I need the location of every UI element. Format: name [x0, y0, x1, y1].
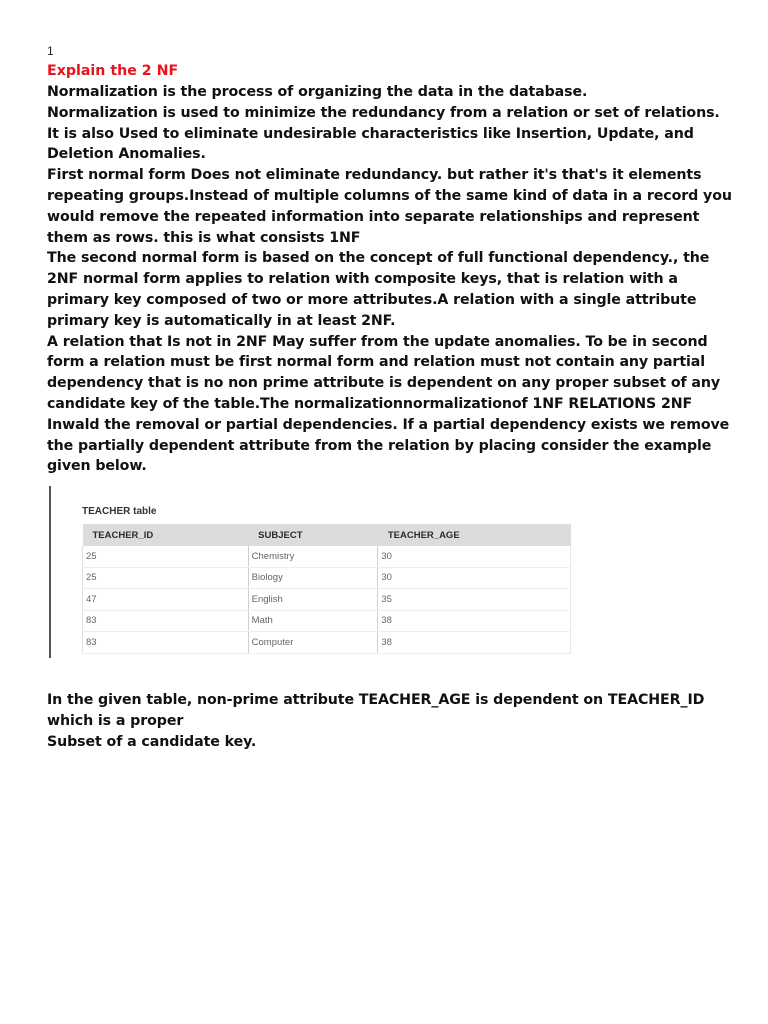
cell-teacher-age: 35	[378, 589, 571, 611]
page-number: 1	[47, 44, 54, 58]
table-row	[83, 567, 571, 589]
paragraph-definition: Normalization is the process of organizing the data in the database.	[47, 84, 588, 100]
column-header-teacher-age: TEACHER_AGE	[378, 524, 571, 546]
cell-teacher-age: 30	[378, 567, 571, 589]
table-row	[83, 632, 571, 654]
question-heading: Explain the 2 NF	[47, 63, 179, 79]
column-header-subject: SUBJECT	[248, 524, 378, 546]
table-row	[83, 546, 571, 567]
paragraph-2nf: The second normal form is based on the concept of full functional dependency., the 2NF normal form applies to relation with composite keys, that is relation with a primary key composed of two or more attributes.A relation with a single attribute primary key is automatically in at least 2NF.	[47, 250, 710, 329]
paragraph-purpose: Normalization is used to minimize the redundancy from a relation or set of relations. It is also Used to eliminate undesirable characteristics like Insertion, Update, and Deletion Anomalies.	[47, 104, 720, 163]
cell-teacher-id: 83	[83, 632, 249, 654]
figure-left-rule	[49, 486, 51, 658]
table-header-row	[83, 524, 571, 546]
teacher-table	[82, 524, 571, 654]
conclusion-line-1: In the given table, non-prime attribute TEACHER_AGE is dependent on TEACHER_ID which is a proper	[47, 692, 705, 729]
paragraph-partial-dependency: A relation that Is not in 2NF May suffer from the update anomalies. To be in second form a relation must be first normal form and relation must not contain any partial dependency that is no non prime attribute is dependent on any proper subset of any candidate key of the table.The normalizationnormalizationof 1NF RELATIONS 2NF Inwald the removal or partial dependencies. If a partial dependency exists we remove the partially dependent attribute from the relation by placing consider the example given below.	[47, 333, 730, 475]
column-header-teacher-id: TEACHER_ID	[83, 524, 249, 546]
conclusion-text	[47, 690, 732, 752]
cell-teacher-id: 83	[83, 610, 249, 632]
cell-subject: Chemistry	[248, 546, 378, 567]
cell-teacher-id: 25	[83, 546, 249, 567]
teacher-table-figure	[49, 486, 579, 658]
cell-teacher-age: 30	[378, 546, 571, 567]
table-row	[83, 610, 571, 632]
cell-subject: Math	[248, 610, 378, 632]
cell-teacher-id: 25	[83, 567, 249, 589]
cell-subject: Computer	[248, 632, 378, 654]
cell-teacher-age: 38	[378, 610, 571, 632]
cell-subject: English	[248, 589, 378, 611]
table-caption: TEACHER table	[82, 506, 157, 517]
table-row	[83, 589, 571, 611]
paragraph-1nf: First normal form Does not eliminate redundancy. but rather it's that's it elements repeating groups.Instead of multiple columns of the same kind of data in a record you would remove the repeated information into separate relationships and represent them as rows. this is what consists 1NF	[47, 167, 732, 246]
document-body	[47, 61, 732, 477]
conclusion-line-2: Subset of a candidate key.	[47, 733, 257, 750]
cell-subject: Biology	[248, 567, 378, 589]
cell-teacher-age: 38	[378, 632, 571, 654]
cell-teacher-id: 47	[83, 589, 249, 611]
